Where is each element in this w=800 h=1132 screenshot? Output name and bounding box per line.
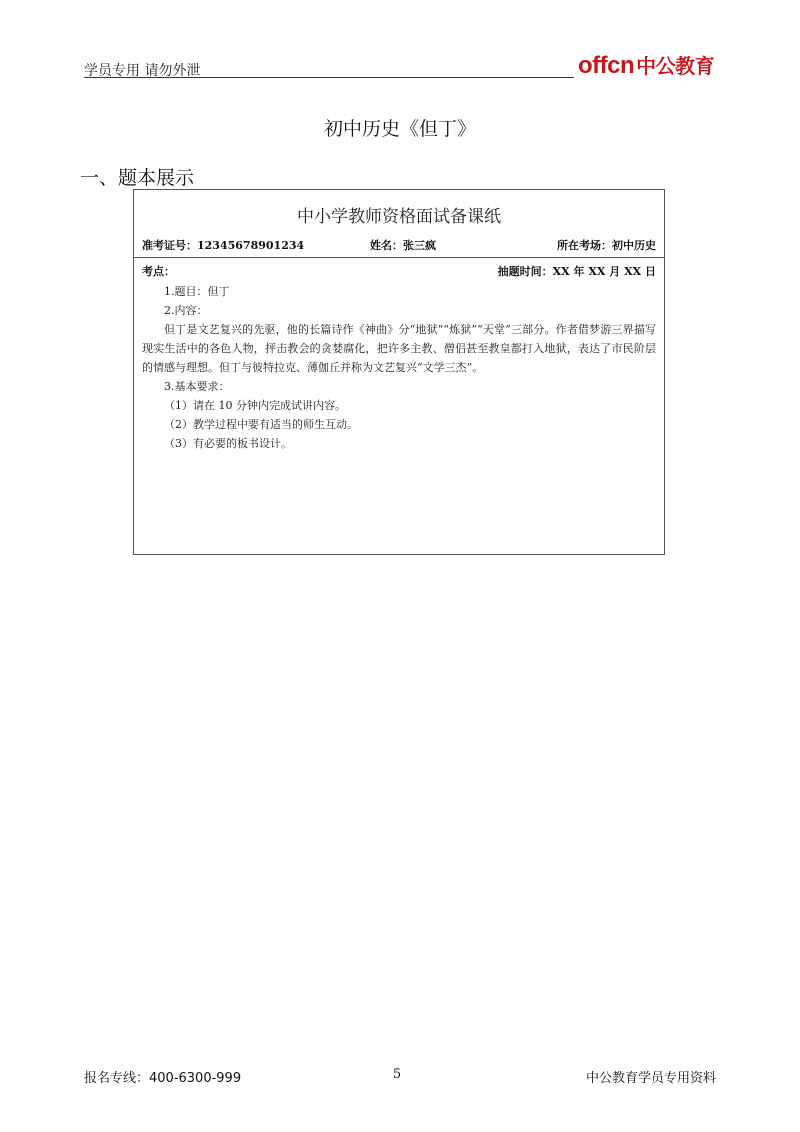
- card-title: 中小学教师资格面试备课纸: [297, 207, 501, 227]
- requirements-label: 3.基本要求：: [164, 380, 230, 393]
- footer-notice: 中公教育学员专用资料: [585, 1071, 716, 1086]
- candidate-name: 姓名：张三疯: [370, 239, 436, 252]
- content-paragraph: 但丁是文艺复兴的先驱，他的长篇诗作《神曲》分“地狱”“炼狱”“天堂”三部分。作者借梦游三界描写现实生活中的各色人物，抨击教会的贪婪腐化，把许多主教、僧侣甚至教皇都打入地狱，表达了市民阶层的情感与理想。但丁与彼特拉克、薄伽丘并称为文艺复兴“文学三杰”。: [142, 323, 656, 374]
- logo-cn-text: 中公教育: [636, 54, 715, 78]
- card-divider: [134, 257, 664, 258]
- requirement-item: （1）请在 10 分钟内完成试讲内容。: [164, 399, 346, 412]
- requirement-item: （2）教学过程中要有适当的师生互动。: [164, 418, 358, 431]
- admission-number: 准考证号：12345678901234: [142, 239, 305, 252]
- header-notice: 学员专用 请勿外泄: [84, 63, 201, 79]
- requirement-item: （3）有必要的板书设计。: [164, 437, 292, 450]
- content-label: 2.内容：: [164, 304, 208, 317]
- exam-venue: 所在考场：初中历史: [557, 239, 656, 252]
- page-number: 5: [392, 1067, 402, 1082]
- document-title: 初中历史《但丁》: [323, 118, 476, 140]
- section-heading: 一、题本展示: [80, 167, 195, 189]
- prep-paper-card: [133, 189, 665, 555]
- logo-latin-text: offcn: [578, 52, 635, 79]
- draw-time: 抽题时间：XX 年 XX 月 XX 日: [497, 265, 656, 278]
- header-rule: [84, 77, 574, 78]
- footer-hotline: 报名专线：400-6300-999: [84, 1071, 242, 1086]
- card-body: [142, 282, 656, 453]
- brand-logo: [578, 50, 714, 80]
- exam-point-label: 考点：: [142, 265, 175, 278]
- topic-line: 1.题目：但丁: [164, 285, 230, 298]
